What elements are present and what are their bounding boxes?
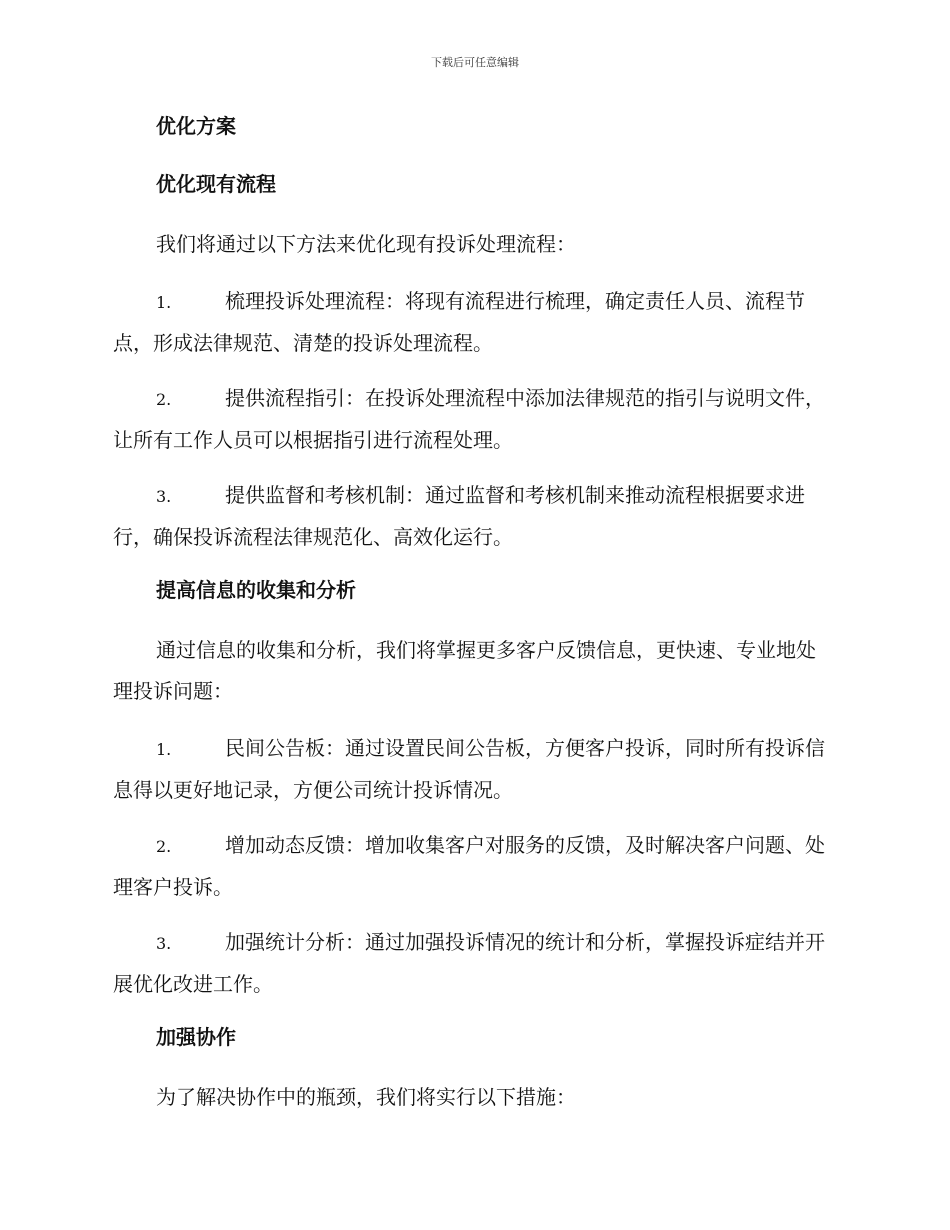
list-item [113, 475, 833, 558]
list-item [113, 922, 833, 1005]
section-heading-1: 优化现有流程 [156, 172, 276, 196]
page-header: 下载后可任意编辑 [431, 56, 519, 69]
list-number: 2. [156, 837, 172, 856]
list-text: 提供监督和考核机制：通过监督和考核机制来推动流程根据要求进行，确保投诉流程法律规范化、高效化运行。 [113, 483, 805, 549]
list-number: 1. [156, 740, 172, 759]
list-item [113, 281, 833, 364]
section-3-intro: 为了解决协作中的瓶颈，我们将实行以下措施： [156, 1085, 576, 1109]
section-1-intro: 我们将通过以下方法来优化现有投诉处理流程： [156, 232, 576, 256]
list-item [113, 728, 833, 811]
list-item [113, 378, 833, 461]
section-heading-3: 加强协作 [156, 1025, 236, 1049]
list-number: 3. [156, 934, 172, 953]
list-number: 1. [156, 293, 172, 312]
list-text: 梳理投诉处理流程：将现有流程进行梳理，确定责任人员、流程节点，形成法律规范、清楚的投诉处理流程。 [113, 289, 805, 355]
list-text: 民间公告板：通过设置民间公告板，方便客户投诉，同时所有投诉信息得以更好地记录，方便公司统计投诉情况。 [113, 736, 825, 802]
list-text: 加强统计分析：通过加强投诉情况的统计和分析，掌握投诉症结并开展优化改进工作。 [113, 930, 825, 996]
section-heading-2: 提高信息的收集和分析 [156, 578, 356, 602]
list-number: 2. [156, 390, 172, 409]
document-body [113, 108, 833, 1134]
list-number: 3. [156, 487, 172, 506]
section-2-intro: 通过信息的收集和分析，我们将掌握更多客户反馈信息，更快速、专业地处理投诉问题： [113, 638, 816, 703]
list-item [113, 825, 833, 908]
list-text: 增加动态反馈：增加收集客户对服务的反馈，及时解决客户问题、处理客户投诉。 [113, 833, 825, 899]
list-text: 提供流程指引：在投诉处理流程中添加法律规范的指引与说明文件，让所有工作人员可以根据指引进行流程处理。 [113, 386, 825, 452]
document-title: 优化方案 [156, 114, 236, 138]
